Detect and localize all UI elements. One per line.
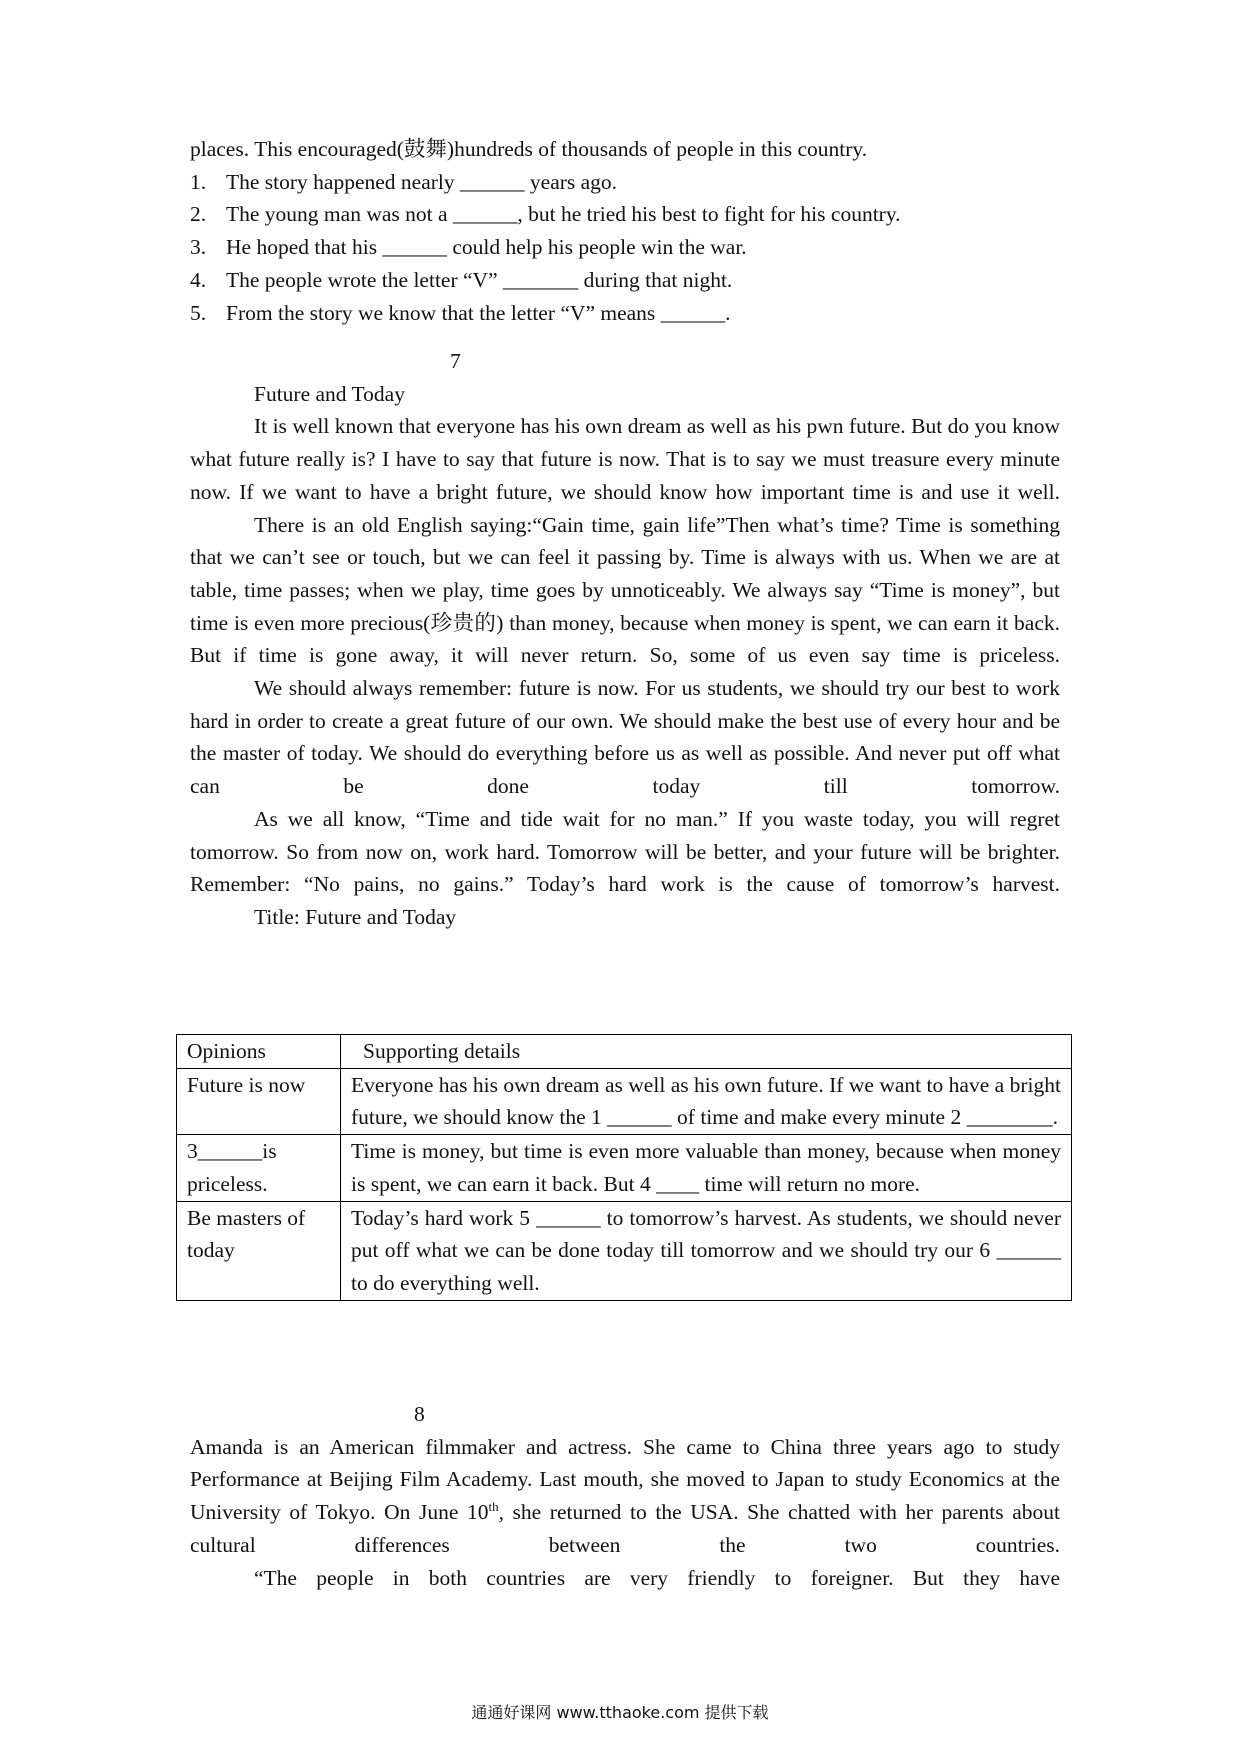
details-cell: Everyone has his own dream as well as his own future. If we want to have a bright future, we should know the 1 ______ of time and make every minute 2 ________. xyxy=(341,1068,1072,1134)
table-row xyxy=(177,1201,1072,1300)
ordinal-suffix: th xyxy=(488,1498,499,1514)
opinion-cell: Be masters of today xyxy=(177,1201,341,1300)
previous-passage-block xyxy=(190,133,1060,329)
intro-line: places. This encouraged(鼓舞)hundreds of thousands of people in this country. xyxy=(190,137,868,161)
question-number: 5. xyxy=(190,300,207,325)
question-item xyxy=(190,297,1060,330)
section-number: 8 xyxy=(414,1402,425,1426)
passage-paragraph: We should always remember: future is now. For us students, we should try our best to work hard in order to create a great future of our own. We should make the best use of every hour and be the master of today. We should do everything before us as well as possible. And never put off what can be done today till tomorrow. xyxy=(190,676,1060,799)
paragraph-text: Amanda is an American filmmaker and actress. She came to China three years ago to study Performance at Beijing Film Academy. Last mouth, she moved to Japan to study Economics at the University of Tokyo. On June 10 xyxy=(190,1434,1060,1525)
question-text: The young man was not a ______, but he tried his best to fight for his country. xyxy=(226,202,901,227)
section-number: 7 xyxy=(450,349,461,373)
paragraph-text: , she returned to the USA. She chatted with her parents about cultural differences between the two countries. xyxy=(190,1500,1060,1557)
passage-paragraph xyxy=(190,1431,1060,1562)
section-8 xyxy=(190,1398,1060,1594)
question-number: 2. xyxy=(190,202,207,227)
question-text: The people wrote the letter “V” _______ during that night. xyxy=(226,267,733,292)
details-cell: Time is money, but time is even more valuable than money, because when money is spent, we can earn it back. But 4 ____ time will return no more. xyxy=(341,1135,1072,1201)
table-header-row xyxy=(177,1035,1072,1069)
details-cell: Today’s hard work 5 ______ to tomorrow’s harvest. As students, we should never put off what we can be done today till tomorrow and we should try our 6 ______ to do everything well. xyxy=(341,1201,1072,1300)
table-header-cell: Opinions xyxy=(177,1035,341,1069)
passage-title: Future and Today xyxy=(254,381,405,406)
opinion-cell: 3______is priceless. xyxy=(177,1135,341,1201)
question-number: 1. xyxy=(190,169,207,194)
question-item xyxy=(190,231,1060,264)
passage-paragraph: There is an old English saying:“Gain time, gain life”Then what’s time? Time is something that we can’t see or touch, but we can feel it passing by. Time is always with us. When we are at table, time passes; when we play, time goes by unnoticeably. We always say “Time is money”, but time is even more precious(珍贵的) than money, because when money is spent, we can earn it back. But if time is gone away, it will never return. So, some of us even say time is priceless. xyxy=(190,512,1060,668)
passage-paragraph: As we all know, “Time and tide wait for no man.” If you waste today, you will regret tomorrow. So from now on, work hard. Tomorrow will be better, and your future will be brighter. Remember: “No pains, no gains.” Today’s hard work is the cause of tomorrow’s harvest. xyxy=(190,806,1060,897)
question-number: 3. xyxy=(190,235,207,260)
question-item xyxy=(190,166,1060,199)
summary-table xyxy=(176,1034,1072,1301)
page-footer: 通通好课网 www.tthaoke.com 提供下载 xyxy=(471,1703,769,1722)
question-text: The story happened nearly ______ years ago. xyxy=(226,169,618,194)
passage-paragraph: “The people in both countries are very friendly to foreigner. But they have xyxy=(254,1565,1060,1590)
section-7 xyxy=(190,345,1060,934)
opinion-cell: Future is now xyxy=(177,1068,341,1134)
question-number: 4. xyxy=(190,267,207,292)
table-header-cell: Supporting details xyxy=(341,1035,1072,1069)
passage-paragraph: It is well known that everyone has his own dream as well as his pwn future. But do you know what future really is? I have to say that future is now. That is to say we must treasure every minute now. If we want to have a bright future, we should know how important time is and use it well. xyxy=(190,414,1060,504)
table-row xyxy=(177,1135,1072,1201)
question-text: He hoped that his ______ could help his people win the war. xyxy=(226,235,747,260)
question-item xyxy=(190,264,1060,297)
table-row xyxy=(177,1068,1072,1134)
table-title: Title: Future and Today xyxy=(254,904,457,929)
question-text: From the story we know that the letter “V” means ______. xyxy=(226,300,731,325)
question-item xyxy=(190,198,1060,231)
question-list xyxy=(190,166,1060,330)
